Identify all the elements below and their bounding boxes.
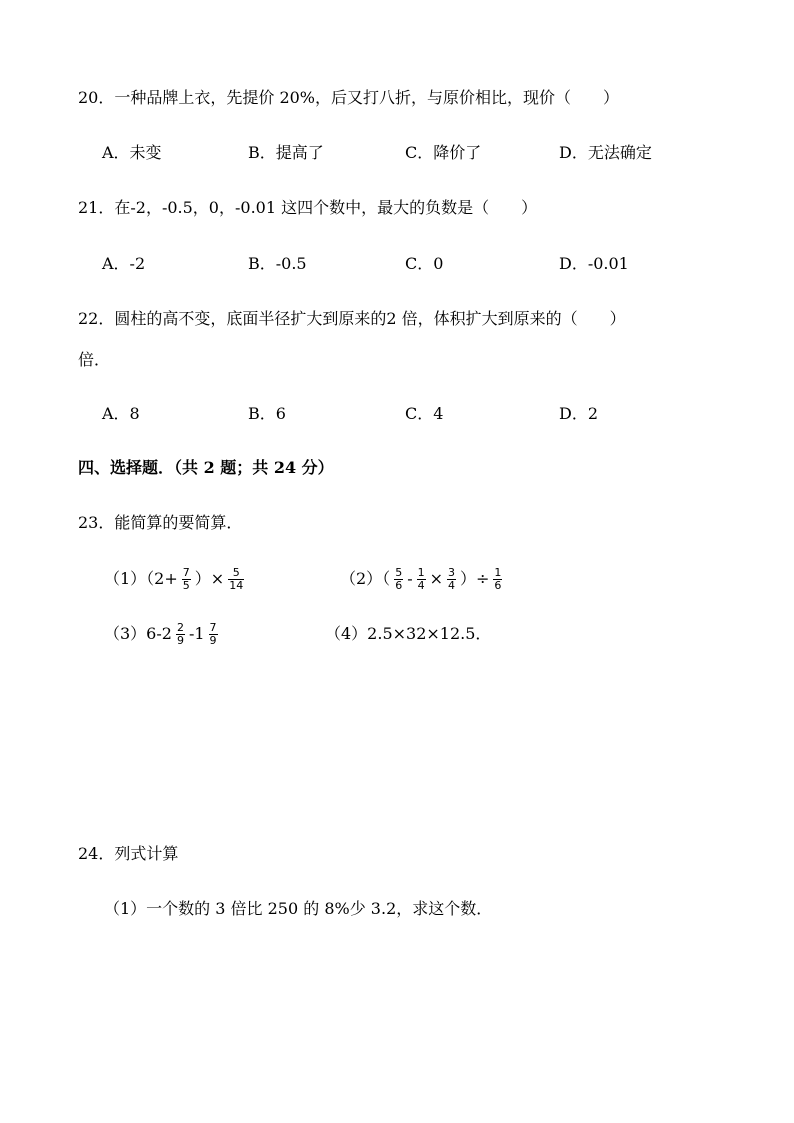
numerator: 5 [395, 565, 403, 579]
expr-text: ）÷ [460, 569, 490, 588]
expr-text: ）× [194, 569, 225, 588]
question-20-option-c: C．降价了 [405, 143, 482, 162]
question-22-stem-line2: 倍． [78, 350, 111, 369]
question-21-option-b: B．-0.5 [248, 254, 307, 273]
question-21-option-a: A．-2 [102, 254, 146, 273]
fraction [493, 567, 502, 592]
numerator: 7 [209, 620, 217, 634]
question-24-stem: 24．列式计算 [78, 844, 179, 863]
question-20-option-a: A．未变 [102, 143, 162, 162]
denominator: 6 [494, 578, 502, 592]
section-4-heading: 四、选择题．（共 2 题；共 24 分） [78, 458, 334, 477]
fraction [176, 622, 185, 647]
question-24-part-1: （1）一个数的 3 倍比 250 的 8%少 3.2，求这个数． [104, 899, 493, 918]
question-21-option-c: C．0 [405, 254, 444, 273]
question-20-stem: 20．一种品牌上衣，先提价 20%，后又打八折，与原价相比，现价（ ） [78, 88, 620, 107]
numerator: 7 [182, 565, 190, 579]
question-22-option-c: C．4 [405, 404, 444, 423]
fraction [209, 622, 218, 647]
numerator: 5 [228, 567, 244, 580]
expr-text: -1 [188, 624, 205, 643]
question-22-option-d: D．2 [559, 404, 599, 423]
denominator: 9 [209, 633, 217, 647]
question-23-part-2 [340, 564, 506, 594]
denominator: 5 [182, 578, 190, 592]
fraction [182, 567, 191, 592]
question-20-option-b: B．提高了 [248, 143, 324, 162]
denominator: 6 [395, 578, 403, 592]
fraction [228, 567, 244, 592]
expr-text: （3）6-2 [104, 624, 172, 643]
question-23-part-3 [104, 619, 222, 649]
fraction [417, 567, 426, 592]
expr-text: - [407, 569, 413, 588]
question-20-option-d: D．无法确定 [559, 143, 652, 162]
expr-text: × [429, 569, 443, 588]
question-23-stem: 23．能简算的要简算． [78, 513, 243, 532]
question-22-option-b: B．6 [248, 404, 286, 423]
expr-text: （1）（2+ [104, 569, 178, 588]
question-23-part-1 [104, 564, 248, 594]
expr-text: （2）（ [340, 569, 391, 588]
question-21-stem: 21．在-2，-0.5，0，-0.01 这四个数中，最大的负数是（ ） [78, 198, 538, 217]
question-22-option-a: A．8 [102, 404, 140, 423]
numerator: 1 [494, 565, 502, 579]
question-22-stem-line1: 22．圆柱的高不变，底面半径扩大到原来的2 倍，体积扩大到原来的（ ） [78, 309, 626, 328]
fraction [394, 567, 403, 592]
denominator: 4 [448, 578, 455, 592]
question-21-option-d: D．-0.01 [559, 254, 629, 273]
question-23-part-4: （4）2.5×32×12.5． [325, 624, 492, 643]
denominator: 9 [176, 633, 184, 647]
numerator: 3 [448, 565, 455, 579]
numerator: 1 [417, 565, 425, 579]
numerator: 2 [176, 620, 184, 634]
denominator: 4 [417, 578, 425, 592]
denominator: 14 [229, 578, 244, 592]
fraction [447, 567, 456, 592]
